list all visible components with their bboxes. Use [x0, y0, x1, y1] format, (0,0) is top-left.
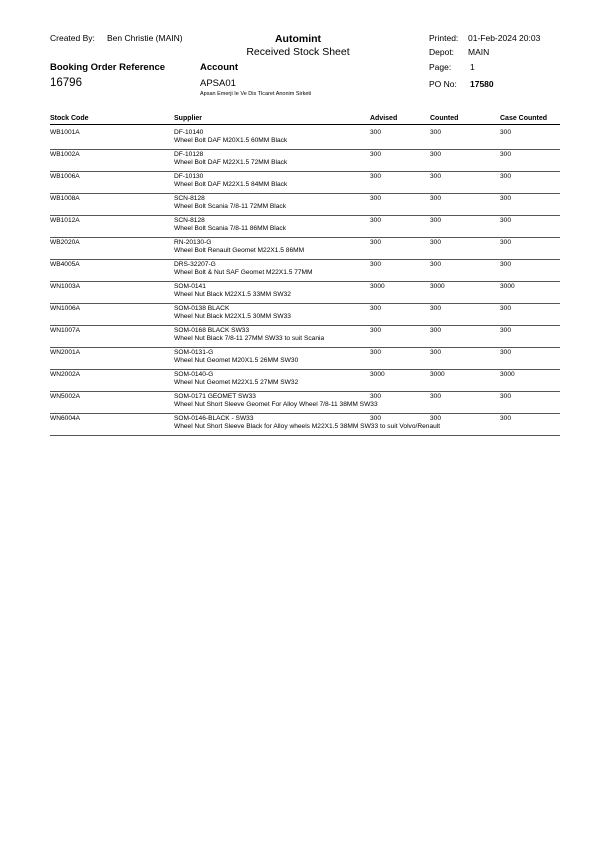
stock-code: WB2020A	[50, 239, 80, 246]
counted-qty: 300	[430, 239, 442, 246]
item-description: Wheel Bolt Scania 7/8-11 86MM Black	[174, 225, 287, 232]
created-by-label: Created By:	[50, 33, 95, 43]
supplier-code: RN-20130-G	[174, 239, 212, 246]
table-row	[50, 173, 560, 194]
item-description: Wheel Bolt DAF M20X1.5 60MM Black	[174, 137, 288, 144]
advised-qty: 300	[370, 195, 382, 202]
item-description: Wheel Nut Short Sleeve Geomet For Alloy Wheel 7/8-11 38MM SW33	[174, 401, 378, 408]
table-row	[50, 305, 560, 326]
item-description: Wheel Nut Geomet M22X1.5 27MM SW32	[174, 379, 299, 386]
col-stock-code: Stock Code	[50, 115, 89, 122]
case-counted-qty: 3000	[500, 371, 515, 378]
stock-code: WN1006A	[50, 305, 81, 312]
advised-qty: 300	[370, 129, 382, 136]
stock-code: WN2001A	[50, 349, 81, 356]
item-description: Wheel Nut Short Sleeve Black for Alloy wheels M22X1.5 38MM SW33 to suit Volvo/Renault	[174, 423, 441, 430]
advised-qty: 300	[370, 305, 382, 312]
col-advised: Advised	[370, 115, 398, 122]
stock-code: WB1001A	[50, 129, 80, 136]
table-row	[50, 283, 560, 304]
table-row	[50, 239, 560, 260]
advised-qty: 3000	[370, 371, 385, 378]
table-row	[50, 393, 560, 414]
stock-code: WB1008A	[50, 195, 80, 202]
counted-qty: 3000	[430, 371, 445, 378]
table-row	[50, 327, 560, 348]
case-counted-qty: 300	[500, 415, 512, 422]
account-name: Apsan Emerji Ie Ve Dis Tlcaret Anonim Sirketi	[200, 91, 312, 97]
counted-qty: 300	[430, 305, 442, 312]
item-description: Wheel Bolt Scania 7/8-11 72MM Black	[174, 203, 287, 210]
table-row	[50, 217, 560, 238]
supplier-code: SCN-8128	[174, 217, 205, 224]
company-name: Automint	[274, 33, 322, 45]
counted-qty: 300	[430, 349, 442, 356]
row-divider	[50, 303, 560, 304]
stock-code: WB1002A	[50, 151, 80, 158]
supplier-code: SOM-0131-G	[174, 349, 214, 356]
counted-qty: 300	[430, 151, 442, 158]
stock-code: WB1006A	[50, 173, 80, 180]
table-row	[50, 195, 560, 216]
item-description: Wheel Bolt Renault Geomet M22X1.5 86MM	[174, 247, 305, 254]
supplier-code: DF-10130	[174, 173, 204, 180]
row-divider	[50, 259, 560, 260]
case-counted-qty: 300	[500, 327, 512, 334]
case-counted-qty: 3000	[500, 283, 515, 290]
table-row	[50, 415, 560, 436]
case-counted-qty: 300	[500, 261, 512, 268]
po-number: 17580	[470, 79, 494, 89]
booking-ref-label: Booking Order Reference	[50, 62, 166, 73]
stock-code: WB1012A	[50, 217, 80, 224]
row-divider	[50, 413, 560, 414]
counted-qty: 300	[430, 327, 442, 334]
row-divider	[50, 281, 560, 282]
counted-qty: 300	[430, 217, 442, 224]
booking-ref-value: 16796	[50, 77, 82, 89]
account-label: Account	[200, 62, 238, 73]
advised-qty: 300	[370, 415, 382, 422]
counted-qty: 300	[430, 415, 442, 422]
account-code: APSA01	[200, 78, 236, 89]
page-title: Received Stock Sheet	[246, 46, 350, 58]
col-counted: Counted	[430, 115, 459, 122]
case-counted-qty: 300	[500, 151, 512, 158]
supplier-code: SOM-0140-G	[174, 371, 214, 378]
table-row	[50, 349, 560, 370]
row-divider	[50, 215, 560, 216]
row-divider	[50, 237, 560, 238]
counted-qty: 300	[430, 173, 442, 180]
row-divider	[50, 391, 560, 392]
row-divider	[50, 435, 560, 436]
table-row	[50, 151, 560, 172]
counted-qty: 300	[430, 195, 442, 202]
printed-value: 01-Feb-2024 20:03	[468, 33, 541, 43]
case-counted-qty: 300	[500, 195, 512, 202]
advised-qty: 300	[370, 393, 382, 400]
case-counted-qty: 300	[500, 173, 512, 180]
supplier-code: DF-10140	[174, 129, 204, 136]
row-divider	[50, 149, 560, 150]
item-description: Wheel Bolt & Nut SAF Geomet M22X1.5 77MM	[174, 269, 313, 276]
case-counted-qty: 300	[500, 393, 512, 400]
po-label: PO No:	[429, 79, 457, 89]
col-case-counted: Case Counted	[500, 115, 548, 122]
advised-qty: 300	[370, 173, 382, 180]
counted-qty: 300	[430, 129, 442, 136]
depot-value: MAIN	[468, 47, 490, 57]
col-supplier: Supplier	[174, 115, 203, 122]
supplier-code: SOM-0141	[174, 283, 206, 290]
page-label: Page:	[429, 62, 452, 72]
supplier-code: SOM-0171 GEOMET SW33	[174, 393, 256, 400]
supplier-code: SOM-0168 BLACK SW33	[174, 327, 250, 334]
stock-code: WN5002A	[50, 393, 81, 400]
counted-qty: 3000	[430, 283, 445, 290]
item-description: Wheel Nut Black 7/8-11 27MM SW33 to suit Scania	[174, 335, 325, 342]
case-counted-qty: 300	[500, 305, 512, 312]
advised-qty: 300	[370, 239, 382, 246]
advised-qty: 300	[370, 217, 382, 224]
table-row	[50, 371, 560, 392]
item-description: Wheel Bolt DAF M22X1.5 84MM Black	[174, 181, 288, 188]
advised-qty: 300	[370, 327, 382, 334]
table-row	[50, 129, 560, 150]
stock-code: WN6004A	[50, 415, 81, 422]
stock-code: WN2002A	[50, 371, 81, 378]
depot-label: Depot:	[429, 47, 455, 57]
row-divider	[50, 171, 560, 172]
header-rule	[50, 124, 560, 125]
stock-code: WB4005A	[50, 261, 80, 268]
supplier-code: SOM-0146-BLACK - SW33	[174, 415, 254, 422]
item-description: Wheel Nut Black M22X1.5 33MM SW32	[174, 291, 291, 298]
row-divider	[50, 369, 560, 370]
printed-label: Printed:	[429, 33, 459, 43]
page-number: 1	[470, 62, 475, 72]
stock-code: WN1003A	[50, 283, 81, 290]
supplier-code: SOM-0138 BLACK	[174, 305, 230, 312]
supplier-code: DRS-32207-G	[174, 261, 216, 268]
item-description: Wheel Bolt DAF M22X1.5 72MM Black	[174, 159, 288, 166]
advised-qty: 3000	[370, 283, 385, 290]
item-description: Wheel Nut Black M22X1.5 30MM SW33	[174, 313, 291, 320]
item-description: Wheel Nut Geomet M20X1.5 26MM SW30	[174, 357, 299, 364]
table-row	[50, 261, 560, 282]
stock-code: WN1007A	[50, 327, 81, 334]
supplier-code: DF-10128	[174, 151, 204, 158]
advised-qty: 300	[370, 151, 382, 158]
row-divider	[50, 193, 560, 194]
advised-qty: 300	[370, 261, 382, 268]
case-counted-qty: 300	[500, 129, 512, 136]
row-divider	[50, 325, 560, 326]
advised-qty: 300	[370, 349, 382, 356]
case-counted-qty: 300	[500, 239, 512, 246]
case-counted-qty: 300	[500, 349, 512, 356]
counted-qty: 300	[430, 261, 442, 268]
created-by-value: Ben Christie (MAIN)	[107, 33, 183, 43]
supplier-code: SCN-8128	[174, 195, 205, 202]
row-divider	[50, 347, 560, 348]
counted-qty: 300	[430, 393, 442, 400]
case-counted-qty: 300	[500, 217, 512, 224]
